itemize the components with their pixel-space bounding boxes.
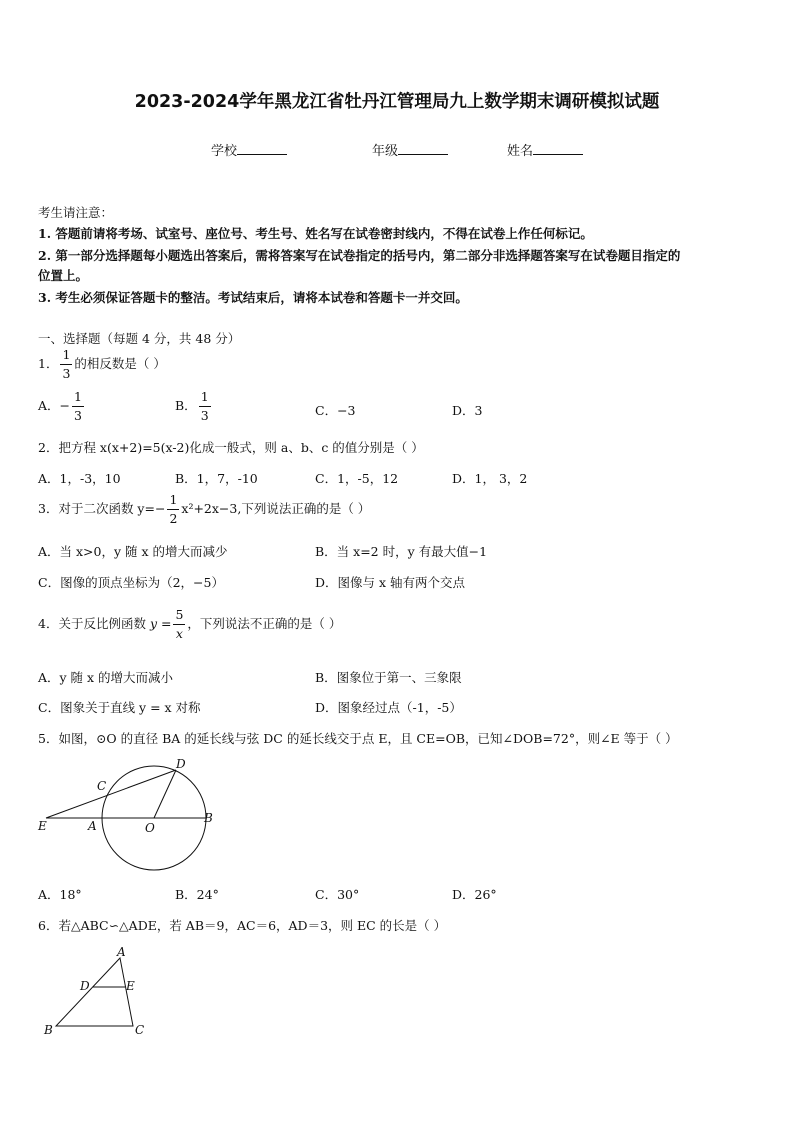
q5-option-d: D．26° xyxy=(452,887,497,902)
grade-label: 年级 xyxy=(372,144,399,159)
notice-item-2: 2. 第一部分选择题每小题选出答案后，需将答案写在试卷指定的括号内，第二部分非选择题答案写在试卷题目指定的 xyxy=(38,248,681,263)
q5-option-c: C．30° xyxy=(315,887,360,902)
section-heading: 一、选择题（每题 4 分，共 48 分） xyxy=(38,331,241,346)
q4-fraction: $\frac{5}{x}$ xyxy=(175,607,184,641)
label-a: A xyxy=(88,819,97,833)
q5-option-a: A．18° xyxy=(38,887,82,902)
q3-option-a: A．当 x>0，y 随 x 的增大而减少 xyxy=(38,544,228,559)
label-e: E xyxy=(126,979,135,993)
label-b: B xyxy=(44,1023,53,1037)
name-field xyxy=(507,140,583,159)
grade-field xyxy=(372,140,448,159)
label-a: A xyxy=(117,945,126,959)
q2-option-d: D．1， 3，2 xyxy=(452,471,528,486)
name-blank xyxy=(533,142,583,155)
grade-blank xyxy=(398,142,448,155)
notice-heading: 考生请注意： xyxy=(38,205,114,220)
q1-option-b: B． $\frac{1}{3}$ xyxy=(175,389,209,423)
label-c: C xyxy=(135,1023,145,1037)
label-d: D xyxy=(80,979,90,993)
q1-option-c: C．−3 xyxy=(315,403,356,418)
line-ed xyxy=(46,770,176,818)
label-b: B xyxy=(204,811,213,825)
q3-fraction: $\frac{1}{2}$ xyxy=(169,492,178,526)
q5-option-b: B．24° xyxy=(175,887,219,902)
school-field xyxy=(211,140,287,159)
q2-option-c: C．1，-5，12 xyxy=(315,471,399,486)
q6-triangle-figure xyxy=(40,944,160,1044)
page-title: 2023-2024学年黑龙江省牡丹江管理局九上数学期末调研模拟试题 xyxy=(134,92,660,112)
school-label: 学校 xyxy=(211,144,238,159)
question-6: 6．若△ABC∽△ADE，若 AB＝9，AC＝6，AD＝3，则 EC 的长是（ ） xyxy=(38,918,447,933)
q1-option-a: A．− $\frac{1}{3}$ xyxy=(38,389,82,423)
q3-option-c: C．图像的顶点坐标为（2，−5） xyxy=(38,575,224,590)
q3-option-d: D．图像与 x 轴有两个交点 xyxy=(315,575,466,590)
q4-option-c: C．图象关于直线 y = x 对称 xyxy=(38,700,201,715)
name-label: 姓名 xyxy=(507,144,534,159)
q2-option-a: A．1，-3，10 xyxy=(38,471,121,486)
q4-option-d: D．图象经过点（-1，-5） xyxy=(315,700,462,715)
q1-text: 的相反数是（ ） xyxy=(74,356,166,371)
label-d: D xyxy=(176,757,186,771)
q1-option-d: D．3 xyxy=(452,403,483,418)
q4-option-a: A．y 随 x 的增大而减小 xyxy=(38,670,174,685)
question-1 xyxy=(38,349,166,380)
question-5: 5．如图，⊙O 的直径 BA 的延长线与弦 DC 的延长线交于点 E，且 CE=OB，已知∠DOB=72°，则∠E 等于（ ） xyxy=(38,731,678,746)
q3-option-b: B．当 x=2 时，y 有最大值−1 xyxy=(315,544,488,559)
triangle-abc xyxy=(56,958,133,1026)
notice-item-1: 1. 答题前请将考场、试室号、座位号、考生号、姓名写在试卷密封线内，不得在试卷上作任何标记。 xyxy=(38,226,593,241)
label-c: C xyxy=(97,779,107,793)
label-e: E xyxy=(38,819,47,833)
school-blank xyxy=(237,142,287,155)
q5-circle-figure xyxy=(30,752,230,872)
label-o: O xyxy=(145,821,155,835)
q2-option-b: B．1，7，-10 xyxy=(175,471,258,486)
question-3: 3．对于二次函数 y=− $\frac{1}{2}$ x²+2x−3,下列说法正确的是（ ） xyxy=(38,492,371,526)
q1-number: 1． xyxy=(38,356,59,371)
notice-item-2-cont: 位置上。 xyxy=(38,268,89,283)
question-2: 2．把方程 x(x+2)=5(x-2)化成一般式，则 a、b、c 的值分别是（ ） xyxy=(38,440,424,455)
q1-fraction: $\frac{1}{3}$ xyxy=(62,347,71,381)
question-4: 4．关于反比例函数 y = $\frac{5}{x}$ ，下列说法不正确的是（ ） xyxy=(38,607,342,641)
notice-item-3: 3. 考生必须保证答题卡的整洁。考试结束后，请将本试卷和答题卡一并交回。 xyxy=(38,290,468,305)
q4-option-b: B．图象位于第一、三象限 xyxy=(315,670,462,685)
